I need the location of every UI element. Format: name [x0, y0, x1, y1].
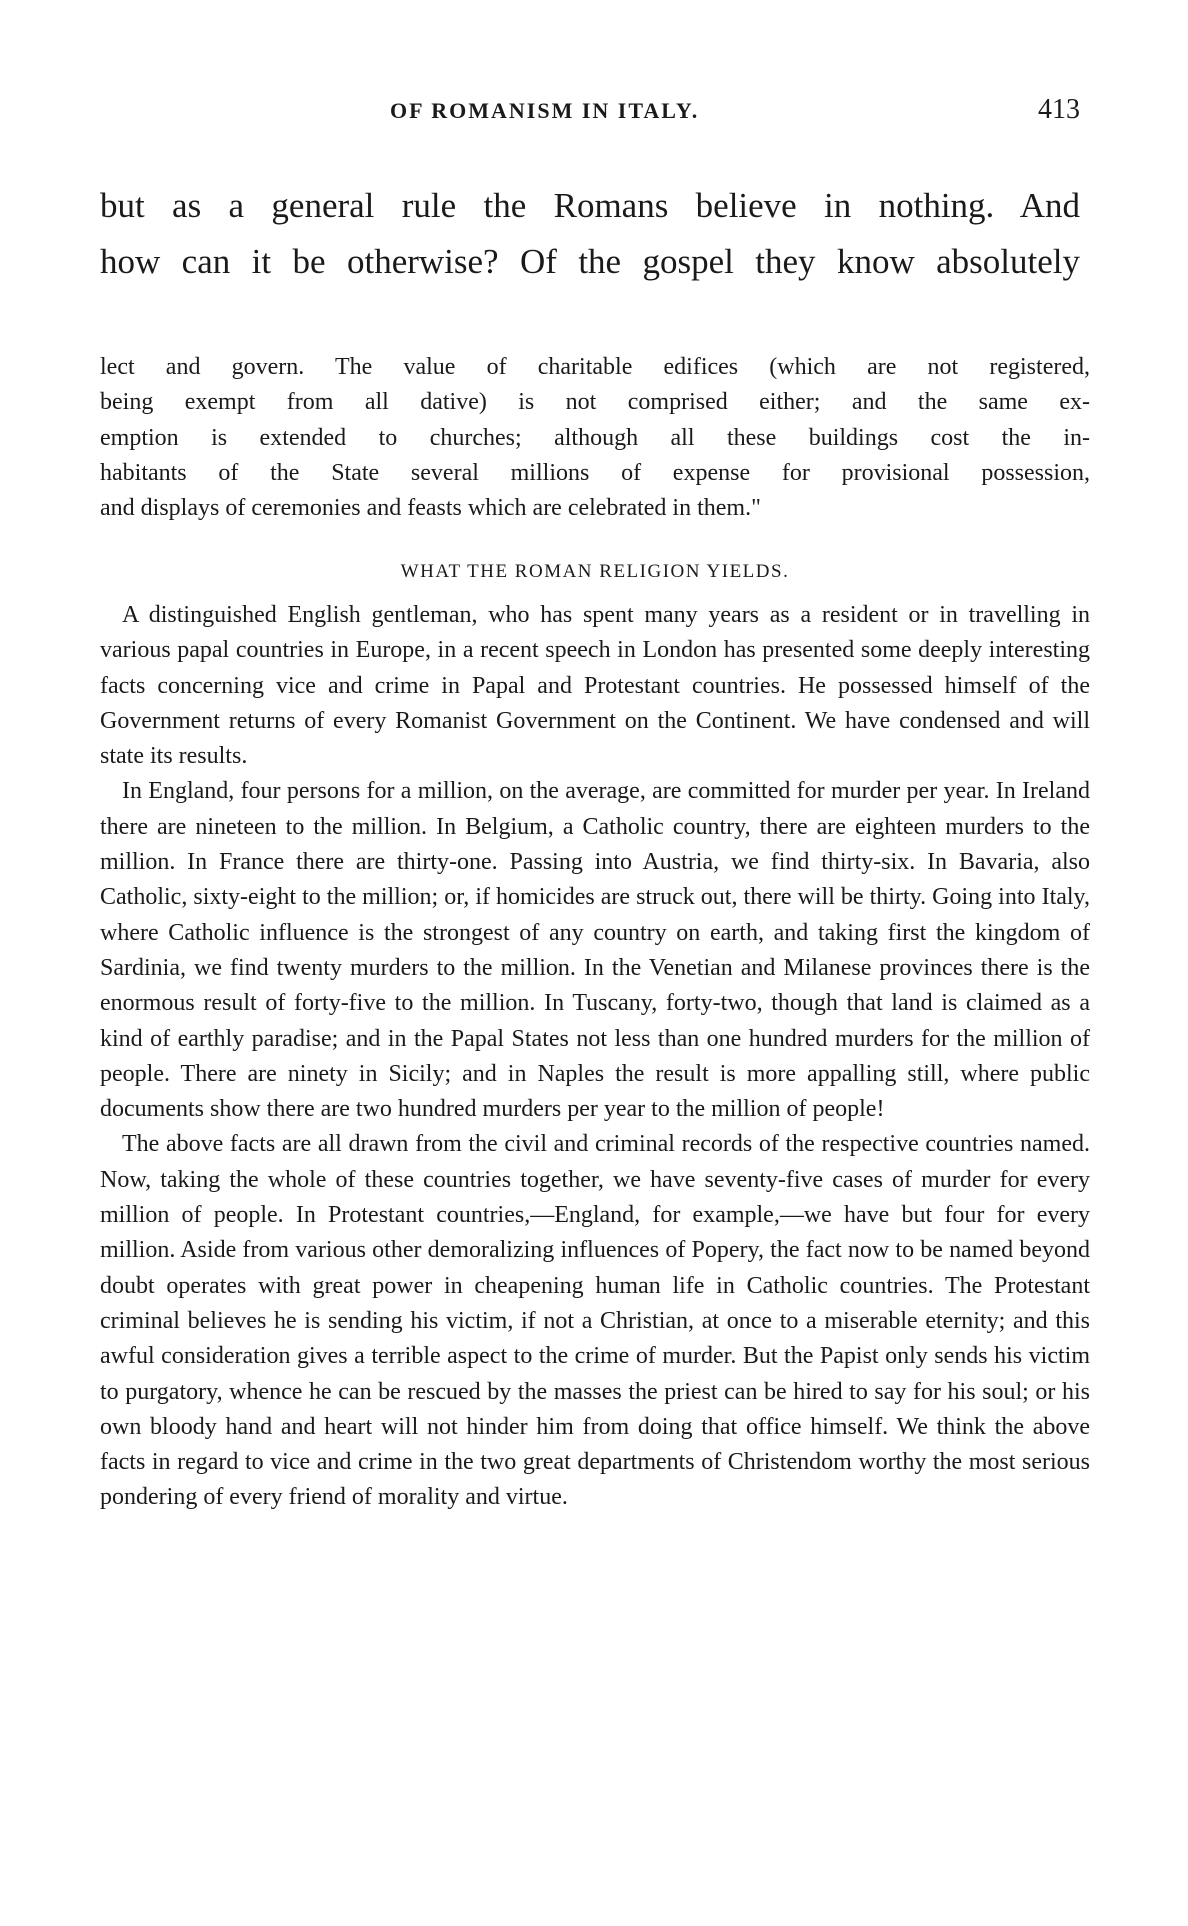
- large-type-fragment: [100, 178, 1080, 290]
- page-number: 413: [1038, 94, 1080, 125]
- section-heading: WHAT THE ROMAN RELIGION YIELDS.: [400, 561, 790, 582]
- quote-line: lect and govern. The value of charitable edifices (which are not registered,: [100, 354, 1090, 380]
- section-body: [100, 598, 1090, 1516]
- running-title: OF ROMANISM IN ITALY.: [390, 98, 700, 123]
- running-head: [100, 94, 1090, 138]
- quote-line: emption is extended to churches; although all these buildings cost the in-: [100, 424, 1090, 451]
- paragraph: In England, four persons for a million, on the average, are committed for murder per year. In Ireland there are nineteen to the million. In Belgium, a Catholic country, there are eighteen murders to the million. In France there are thirty-one. Passing into Austria, we find thirty-six. In Bavaria, also Catholic, sixty-eight to the million; or, if homicides are struck out, there will be thirty. Going into Italy, where Catholic influence is the strongest of any country on earth, and taking first the kingdom of Sardinia, we find twenty murders to the million. In the Venetian and Milanese provinces there is the enormous result of forty-five to the million. In Tuscany, forty-two, though that land is claimed as a kind of earthly paradise; and in the Papal States not less than one hundred murders for the million of people. There are ninety in Sicily; and in Naples the result is more appalling still, where public documents show there are two hundred murders per year to the million of people!: [100, 778, 1090, 1123]
- large-text-line: but as a general rule the Romans believe in nothing. And: [100, 186, 1080, 225]
- quote-line: habitants of the State several millions of expense for provisional possession,: [100, 459, 1090, 486]
- quotation-end: [100, 350, 1090, 526]
- quote-line: being exempt from all dative) is not comprised either; and the same ex-: [100, 389, 1090, 416]
- paragraph: The above facts are all drawn from the civil and criminal records of the respective countries named. Now, taking the whole of these countries together, we have seventy-five cases of murder for every million of people. In Protestant countries,—England, for example,—we have but four for every million. Aside from various other demoralizing influences of Popery, the fact now to be named beyond doubt operates with great power in cheapening human life in Catholic countries. The Protestant criminal believes he is sending his victim, if not a Christian, at once to a miserable eternity; and this awful consideration gives a terrible aspect to the crime of murder. But the Papist only sends his victim to purgatory, whence he can be rescued by the masses the priest can be hired to say for his soul; or his own bloody hand and heart will not hinder him from doing that office himself. We think the above facts in regard to vice and crime in the two great departments of Christendom worthy the most serious pondering of every friend of morality and virtue.: [100, 1131, 1090, 1511]
- quote-line: and displays of ceremonies and feasts which are celebrated in them.": [100, 495, 761, 522]
- paragraph: A distinguished English gentleman, who has spent many years as a resident or in travelling in various papal countries in Europe, in a recent speech in London has presented some deeply interesting facts concerning vice and crime in Papal and Protestant countries. He possessed himself of the Government returns of every Romanist Government on the Continent. We have condensed and will state its results.: [100, 602, 1090, 770]
- large-text-line: how can it be otherwise? Of the gospel they know absolutely: [100, 242, 1080, 281]
